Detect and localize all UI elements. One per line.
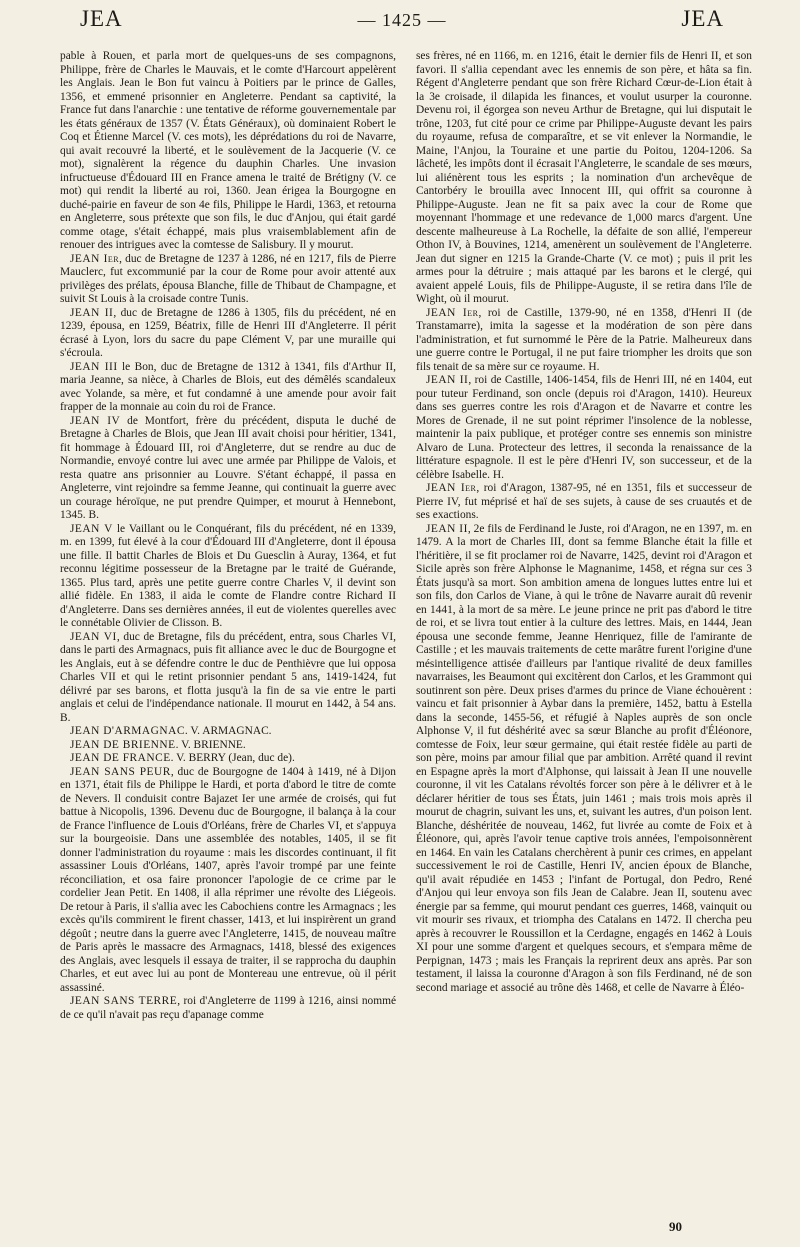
entry-text: , duc de Bretagne, fils du précédent, entra, sous Charles VI, dans le parti des Armagnacs, puis fit alliance avec le duc de Bourgogne et les Anglais, eut à se défendre contre le duc de Penthièvre que lui opposa Charles VII et qui le retint prisonnier pendant 5 ans, 1419-1424, fut délivré par ses barons, et flotta jusqu'à la fin de sa vie entre le parti anglais et celui de l'indépendance nationale. Il mourut en 1442, à 54 ans. B. [60,630,396,724]
entry-headword: JEAN VI [70,630,117,643]
dictionary-entry [60,253,396,307]
dictionary-entry [60,415,396,523]
entry-text: , roi de Castille, 1379-90, né en 1358, d'Henri II (de Transtamarre), imita la sagesse et la modération de son père dans l'administration, et fut surnommé le Père de la Patrie. Malheureux dans une guerre contre le Portugal, il ne put faire triompher les droits que son fils tenait de sa mère sur ce royaume. H. [416,306,752,373]
header-left: JEA [80,6,123,31]
dictionary-entry [60,361,396,415]
dictionary-entry [60,523,396,631]
text-columns [60,50,754,1022]
entry-text: ses frères, né en 1166, m. en 1216, était le dernier fils de Henri II, et son favori. Il s'allia cependant avec les ennemis de son père, et hâta sa fin. Régent d'Angleterre pendant que son frère Richard Cœur-de-Lion était à la 3e croisade, il dilapida les finances, et voulut usurper la couronne. Devenu roi, il égorgea son neveu Arthur de Bretagne, qui lui disputait le trône, 1203, fut cité pour ce crime par Philippe-Auguste devant les pairs du royaume, refusa de comparaître, et se vit enlever la Normandie, le Maine, l'Anjou, la Touraine et une partie du Poitou, 1204-1206. Sa lâcheté, les impôts dont il écrasait l'Angleterre, le scandale de ses mœurs, lui aliénèrent tous les esprits ; la nomination d'un archevêque de Cantorbéry le brouilla avec Innocent III, qui offrit sa couronne à Philippe-Auguste. Jean ne fit sa paix avec la cour de Rome que moyennant l'hommage et une redevance de 1,000 marcs d'argent. Une descente malheureuse à La Rochelle, la défaite de son allié, l'empereur Othon IV, à Bouvines, 1214, amenèrent un soulèvement de l'Angleterre. Jean dut signer en 1215 la Grande-Charte (V. ce mot) ; puis il prit les armes pour la détruire ; mais attaqué par les barons et le clergé, qui avaient appelé Louis, fils de Philippe-Auguste, il se retira dans l'île de Wight, où il mourut. [416,50,752,305]
entry-text: pable à Rouen, et parla mort de quelques-uns de ses compagnons, Philippe, frère de Charles le Mauvais, et le comte d'Harcourt appelèrent les Anglais. Jean le Bon fut vaincu à Poitiers par le prince de Galles, 1356, et emmené prisonnier en Angleterre. Pendant sa captivité, la France fut dans l'anarchie : une tentative de réforme gouvernementale par les états généraux de 1357 (V. États Généraux), où dominaient Robert le Coq et Étienne Marcel (V. ces mots), les déprédations du roi de Navarre, qui avait recouvré la liberté, et le soulèvement de la Jacquerie (V. ce mot), signalèrent la régence du dauphin Charles. Une invasion infructueuse d'Édouard III en France amena le traité de Brétigny (V. ce mot) qui rendit la liberté au roi, 1360. Jean érigea la Bourgogne en duché-pairie en faveur de son 4e fils, Philippe le Hardi, 1363, et retourna en Angleterre, sous prétexte que son fils, le duc d'Anjou, qui était gardé comme otage, s'était échappé, mais plus vraisemblablement afin de renouer des intrigues avec la comtesse de Salisbury. Il y mourut. [60,50,396,251]
entry-headword: JEAN Ier [70,252,120,265]
entry-headword: JEAN II [70,306,114,319]
dictionary-entry [60,725,396,739]
dictionary-entry [60,752,396,766]
header-right: JEA [681,6,724,31]
entry-headword: JEAN DE BRIENNE [70,738,176,751]
entry-text: le Bon, duc de Bretagne de 1312 à 1341, fils d'Arthur II, maria Jeanne, sa nièce, à Charles de Blois, eut des démêlés scandaleux avec Yolande, sa mère, et fut condamné à une amende pour avoir fait frapper de la monnaie au coin du roi de France. [60,360,396,413]
entry-headword: JEAN SANS TERRE [70,995,178,1007]
entry-headword: JEAN II [426,374,469,386]
page-number-header: — 1425 — [357,10,447,30]
entry-headword: JEAN III [70,360,118,373]
entry-headword: JEAN DE FRANCE [70,752,171,764]
entry-headword: JEAN IV [70,414,121,427]
entry-text: , duc de Bretagne de 1286 à 1305, fils du précédent, né en 1239, épousa, en 1259, Béatrix, fille de Henri III d'Angleterre. Il périt écrasé à Lyon, lors du sacre du pape Clément V, par une muraille qui s'écroula. [60,306,396,359]
dictionary-entry [416,374,752,482]
dictionary-entry [60,995,396,1022]
left-column [60,50,396,1022]
dictionary-entry [60,739,396,753]
entry-text: , roi de Castille, 1406-1454, fils de Henri III, né en 1404, eut pour tuteur Ferdinand, son oncle (depuis roi d'Aragon, 1410). Heureux dans ses guerres contre les rois d'Aragon et de Navarre et contre les Mores de Grenade, il ne sut point réprimer l'insolence de la noblesse, maintenir la paix publique, et protéger contre ses ennemis son ministre Alvaro de Luna. Protecteur des lettres, il seconda la renaissance de la littérature espagnole. Il est le père d'Henri IV, son successeur, et de la célèbre Isabelle. H. [416,374,753,481]
running-header [60,6,754,50]
entry-text: . V. BRIENNE. [175,738,246,751]
entry-text: , roi d'Angleterre de 1199 à 1216, ainsi nommé de ce qu'il n'avait pas reçu d'apanage comme [60,995,397,1021]
continued-paragraph [416,50,752,307]
dictionary-entry [416,307,752,375]
entry-headword: JEAN Ier [426,306,479,319]
dictionary-entry [416,482,752,523]
entry-text: de Montfort, frère du précédent, disputa le duché de Bretagne à Charles de Blois, que Jean III avait choisi pour héritier, 1341, fit hommage à Édouard III, roi d'Angleterre, dut se rendre au duc de Normandie, envoyé contre lui avec une armée par Philippe de Valois, et resta quatre ans prisonnier au Louvre. S'étant échappé, il passa en Angleterre, vint rejoindre sa femme Jeanne, qui continuait la guerre avec un courage héroïque, ne put prendre Quimper, et mourut à Hennebont, 1345. B. [60,414,396,521]
entry-text: , 2e fils de Ferdinand le Juste, roi d'Aragon, ne en 1397, m. en 1479. A la mort de Charles III, dont sa femme Blanche était la fille et l'héritière, il se fit proclamer roi de Navarre, 1425, devint roi d'Aragon et Sicile après son frère Alphonse le Magnanime, 1458, et régna sur ces 3 États jusqu'à sa mort. Son ambition amena de longues luttes entre lui et son fils, don Carlos de Viane, à qui le trône de Navarre aurait dû revenir en 1441, à la mort de sa mère. Le jeune prince ne prit pas d'abord le titre de roi, et se livra tout entier à la culture des lettres. Mais, en 1444, Jean épousa une seconde femme, Jeanne Henriquez, fille de l'amirante de Castille ; et les mauvais traitements de cette marâtre furent l'origine d'une mésintelligence attisée d'ailleurs par l'antique rivalité de deux familles navarraises, les Beaumont qui excitèrent don Carlos, et les Grammont qui soutinrent son père. Deux prises d'armes du prince de Viane échouèrent : vaincu et fait prisonnier à Aybar dans la première, 1452, battu à Estella dans la seconde, 1455-56, et réfugié à Naples auprès de son oncle Alphonse V, il fut déshérité avec sa sœur Blanche au profit d'Éléonore, comtesse de Foix, leur sœur germaine, qui était restée fidèle au parti de son père, moins par amour filial que par ambition. Arrêté quand il revint en Espagne après la mort d'Alphonse, qui laissait à Jean II une nouvelle couronne, il vit les Catalans révoltés forcer son père à le délivrer et à le déclarer héritier de tous ses États, juin 1461 ; mais trois mois après il mourut de chagrin, suivant les uns, et, suivant les autres, d'un poison lent. Blanche, déshéritée de nouveau, 1462, fut livrée au comte de Foix et à Éléonore, qui, après l'avoir tenue captive trois années, l'empoisonnèrent en 1464. En vain les Catalans cherchèrent à punir ces crimes, en appelant successivement le roi de Castille, Henri IV, ancien époux de Blanche, qu'il avait répudiée en 1453 ; l'infant de Portugal, don Pedro, René d'Anjou qui leur envoya son fils Jean de Calabre. Jean II, soutenu avec énergie par sa femme, qui mourut pendant ces guerres, 1468, vainquit ou vit mourir ses rivaux, et triompha des Catalans en 1472. Il chercha peu après à recouvrer le Roussillon et la Cerdagne, engagés en 1462 à Louis XI pour une somme d'argent et quelques secours, et s'empara même de Perpignan, 1473 ; mais les Français la reprirent deux ans après. Par son testament, il laissa la couronne d'Aragon à son fils Ferdinand, né de son second mariage et associé au trône dès 1468, et celle de Navarre à Éléo- [416,522,752,994]
entry-headword: JEAN V [70,522,113,535]
entry-headword: JEAN D'ARMAGNAC [70,725,185,737]
entry-text: . V. ARMAGNAC. [184,725,272,737]
dictionary-entry [60,766,396,996]
dictionary-entry [416,523,752,996]
entry-text: , roi d'Aragon, 1387-95, né en 1351, fils et successeur de Pierre IV, fut méprisé et haï de ses sujets, à cause de ses cruautés et de ses exactions. [416,482,752,521]
entry-headword: JEAN Ier [426,482,477,494]
continued-paragraph [60,50,396,253]
right-column [416,50,752,1022]
entry-text: . V. BERRY (Jean, duc de). [170,752,295,764]
dictionary-entry [60,307,396,361]
entry-headword: JEAN SANS PEUR [70,765,171,778]
entry-text: , duc de Bourgogne de 1404 à 1419, né à Dijon en 1371, était fils de Philippe le Hardi, et porta d'abord le titre de comte de Nevers. Il conduisit contre Bajazet Ier une armée de croisés, qui fut battue à Nicopolis, 1396. Devenu duc de Bourgogne, il balança à la cour de France l'influence de Louis d'Orléans, frère de Charles VI, et s'appuya sur la bourgeoisie. Dans une assemblée des notables, 1405, il se fit donner l'administration du royaume : mais les discordes continuant, il fit assassiner Louis d'Orléans, 1407, après l'avoir trompé par une feinte réconciliation, et osa faire prononcer l'apologie de ce crime par le cordelier Jean Petit. En 1408, il alla réprimer une révolte des Liégeois. De retour à Paris, il s'allia avec les Cabochiens contre les Armagnacs ; les excès qu'ils commirent le firent chasser, 1413, et lui inspirèrent un grand dégoût ; neutre dans la guerre avec l'Angleterre, 1415, de nouveau maître de Paris après le massacre des Armagnacs, 1418, blessé des exigences des Anglais, avec lesquels il essaya de traiter, il se rapprocha du dauphin Charles, et eut avec lui au pont de Montereau une entrevue, où il périt assassiné. [60,765,396,994]
folio-number: 90 [669,1219,682,1234]
dictionary-entry [60,631,396,726]
entry-text: , duc de Bretagne de 1237 à 1286, né en 1217, fils de Pierre Mauclerc, fut excommunié par la cour de Rome pour avoir attenté aux privilèges des prélats, épousa Blanche, fille de Thibaut de Champagne, et suivit St Louis à la croisade contre Tunis. [60,252,396,305]
entry-text: le Vaillant ou le Conquérant, fils du précédent, né en 1339, m. en 1399, fut élevé à la cour d'Édouard III d'Angleterre, dont il épousa une fille. Il battit Charles de Blois et Du Guesclin à Auray, 1364, et fut reconnu légitime possesseur de la Bretagne par le traité de Guérande, 1365. Plus tard, après une petite guerre contre Charles V, il devint son allié fidèle. En 1383, il aida le comte de Flandre contre Richard II d'Angleterre. Dans ses dernières années, il eut de violentes querelles avec le connétable Olivier de Clisson. B. [60,522,396,629]
entry-headword: JEAN II [426,522,468,535]
